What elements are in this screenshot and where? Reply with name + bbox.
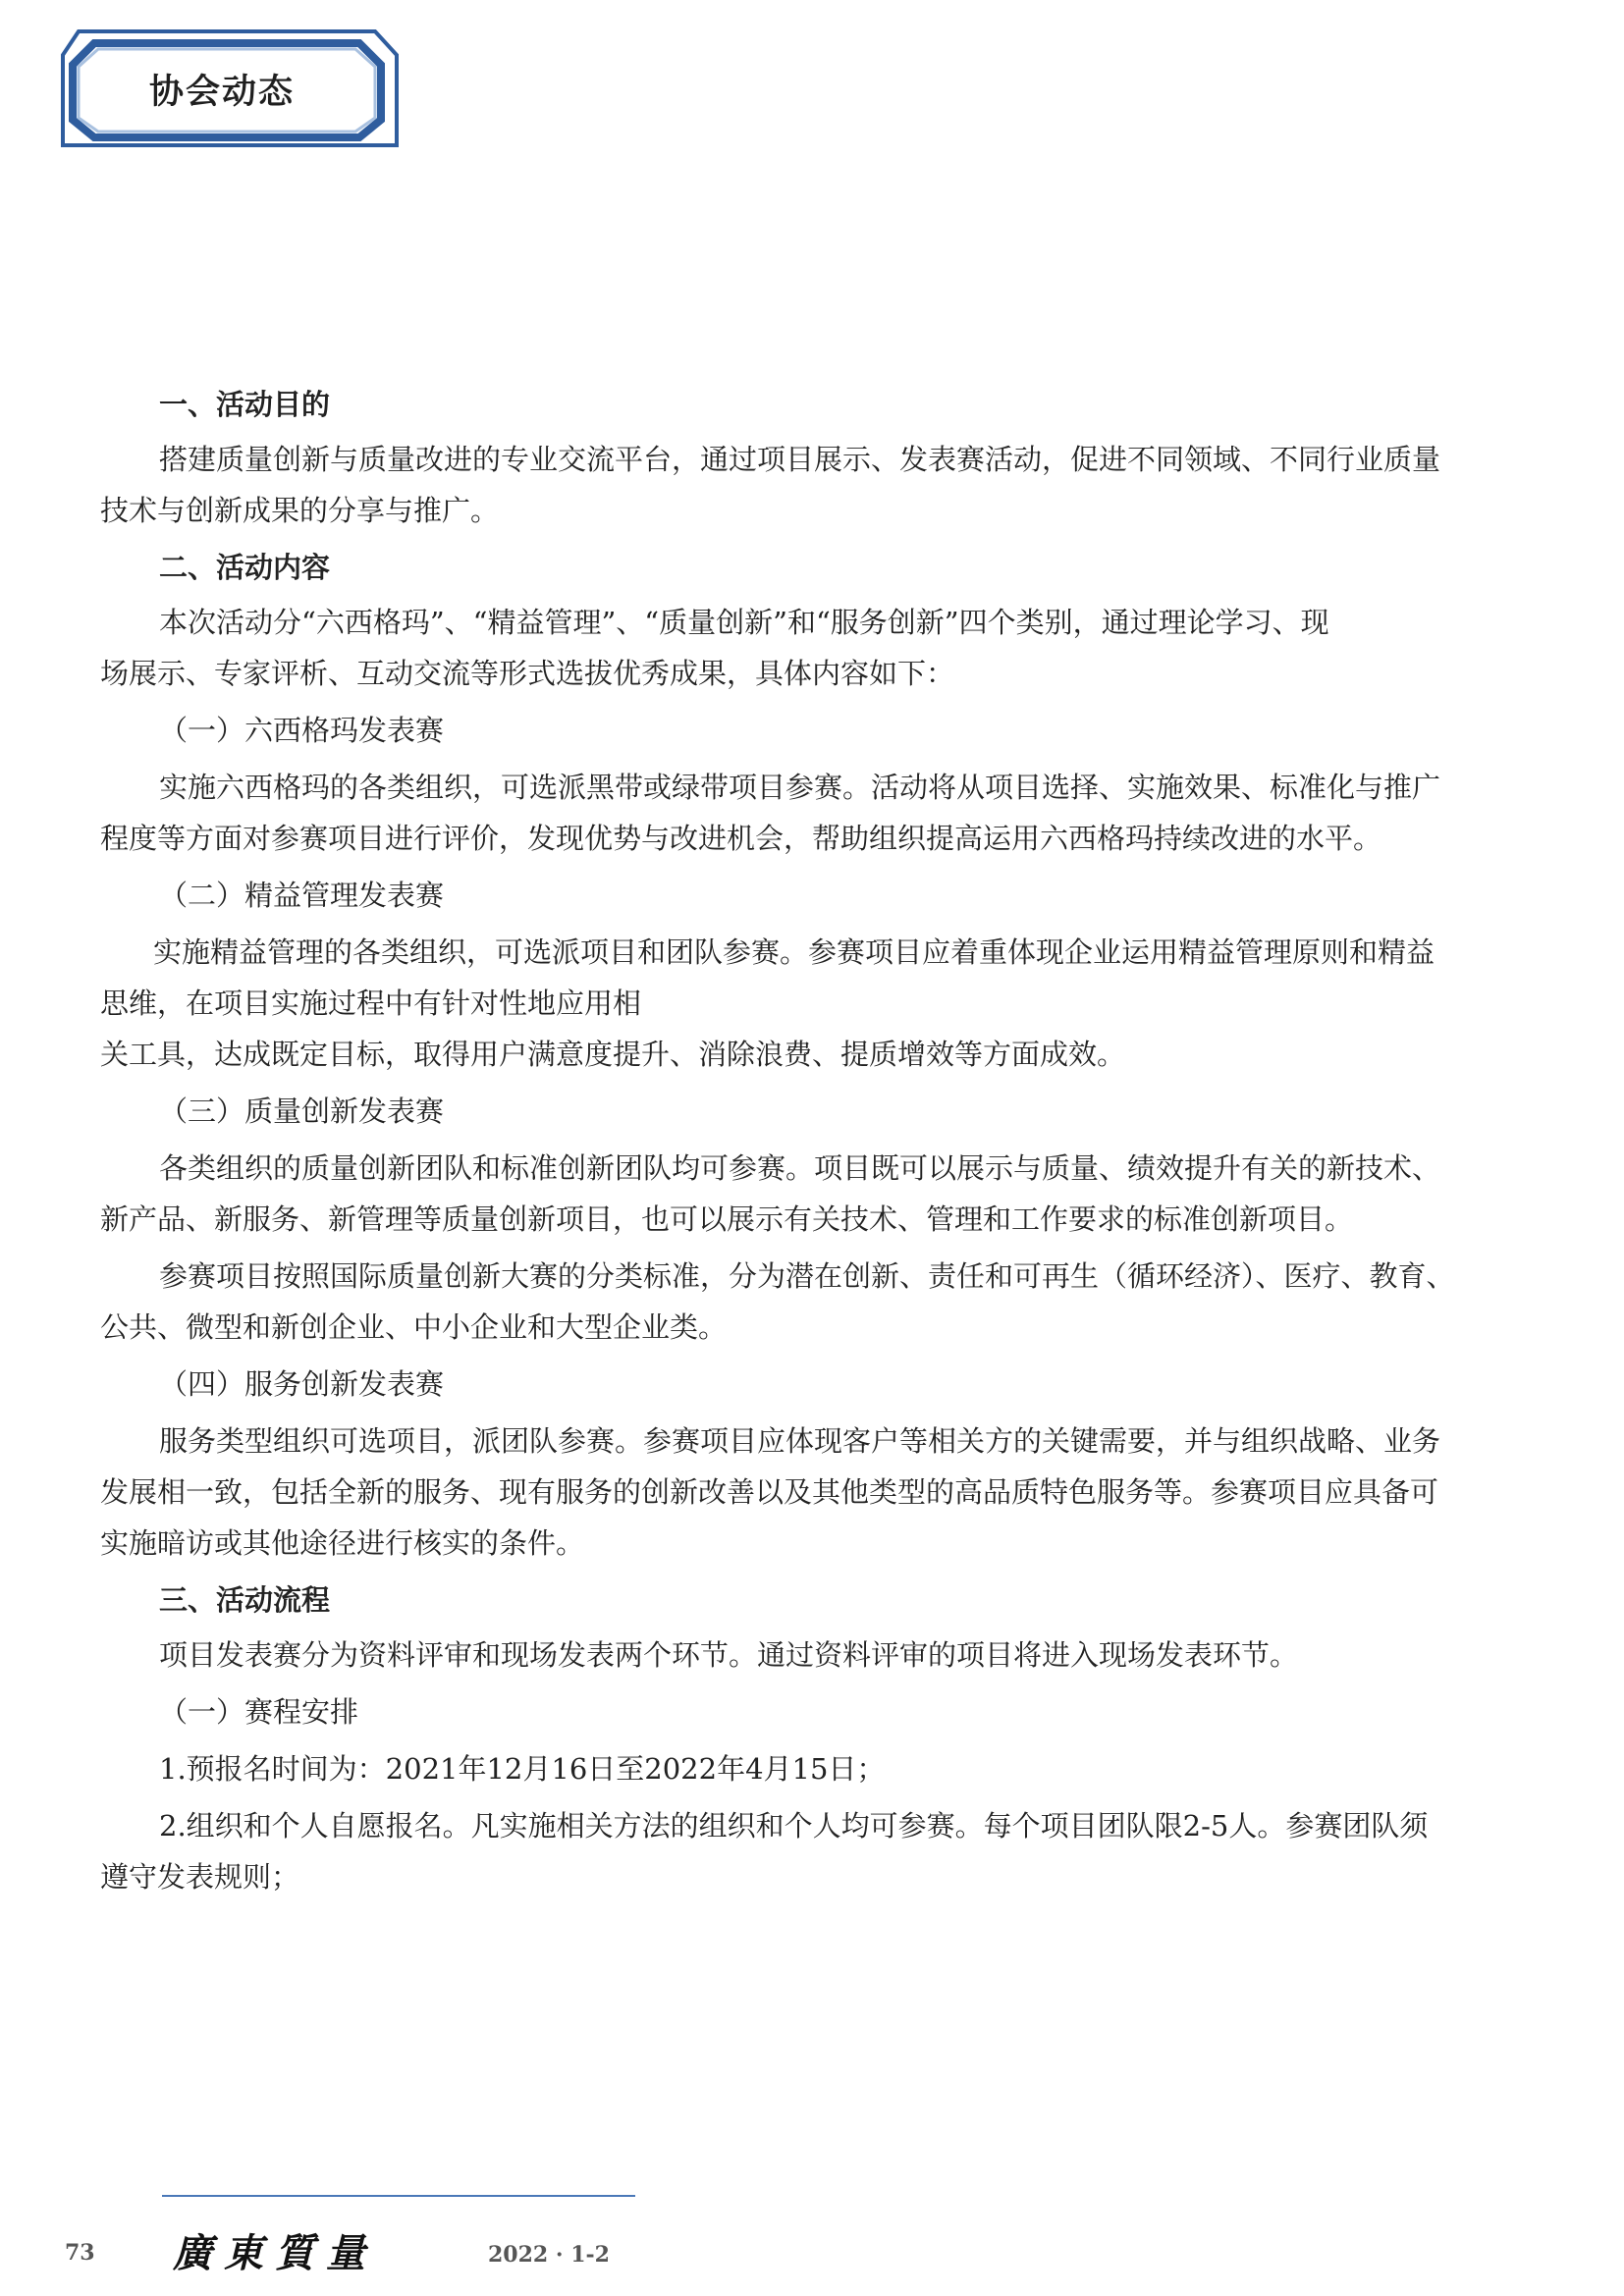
paragraph-line: 思维，在项目实施过程中有针对性地应用相 <box>100 987 642 1020</box>
paragraph-line: 实施六西格玛的各类组织，可选派黑带或绿带项目参赛。活动将从项目选择、实施效果、标准化与推广 <box>159 771 1441 804</box>
paragraph <box>100 1800 1514 1902</box>
paragraph-line: 1.预报名时间为：2021年12月16日至2022年4月15日； <box>159 1752 886 1786</box>
subsection-heading: （一）六西格玛发表赛 <box>159 714 445 747</box>
magazine-logo: 廣東質量 <box>173 2230 377 2276</box>
subsection-heading: （二）精益管理发表赛 <box>159 879 445 912</box>
paragraph-line: 搭建质量创新与质量改进的专业交流平台，通过项目展示、发表赛活动，促进不同领域、不同行业质量 <box>159 443 1441 476</box>
section-tab-label: 协会动态 <box>149 73 296 112</box>
paragraph-line: 2.组织和个人自愿报名。凡实施相关方法的组织和个人均可参赛。每个项目团队限2-5人。参赛团队须 <box>159 1809 1429 1842</box>
paragraph <box>100 1743 1514 1794</box>
issue-number: 2022 · 1-2 <box>488 2242 610 2268</box>
paragraph-line: 公共、微型和新创企业、中小企业和大型企业类。 <box>100 1310 728 1344</box>
paragraph <box>100 1251 1514 1353</box>
paragraph <box>100 1143 1514 1245</box>
article-body <box>100 373 1514 1908</box>
section-heading: 二、活动内容 <box>159 551 331 584</box>
paragraph-line: 实施暗访或其他途径进行核实的条件。 <box>100 1526 585 1560</box>
subsection-heading: （三）质量创新发表赛 <box>159 1095 445 1128</box>
paragraph-line: 各类组织的质量创新团队和标准创新团队均可参赛。项目既可以展示与质量、绩效提升有关的新技术、 <box>159 1151 1441 1185</box>
paragraph <box>100 1629 1514 1681</box>
paragraph-line: 参赛项目按照国际质量创新大赛的分类标准，分为潜在创新、责任和可再生（循环经济）、医疗、教育、 <box>159 1259 1455 1293</box>
section-tab <box>59 26 403 151</box>
paragraph <box>100 927 1514 1080</box>
paragraph <box>100 1415 1514 1569</box>
paragraph <box>100 434 1514 536</box>
paragraph-line: 新产品、新服务、新管理等质量创新项目，也可以展示有关技术、管理和工作要求的标准创新项目。 <box>100 1202 1354 1236</box>
section-heading: 三、活动流程 <box>159 1583 331 1617</box>
paragraph-line: 关工具，达成既定目标，取得用户满意度提升、消除浪费、提质增效等方面成效。 <box>100 1038 1126 1071</box>
paragraph-line: 场展示、专家评析、互动交流等形式选拔优秀成果，具体内容如下： <box>100 657 955 690</box>
paragraph-line: 实施精益管理的各类组织，可选派项目和团队参赛。参赛项目应着重体现企业运用精益管理原则和精益 <box>153 935 1435 969</box>
paragraph-line: 技术与创新成果的分享与推广。 <box>100 494 500 527</box>
paragraph-line: 发展相一致，包括全新的服务、现有服务的创新改善以及其他类型的高品质特色服务等。参赛项目应具备可 <box>100 1475 1439 1509</box>
paragraph <box>100 762 1514 864</box>
paragraph-line: 服务类型组织可选项目，派团队参赛。参赛项目应体现客户等相关方的关键需要，并与组织战略、业务 <box>159 1424 1441 1458</box>
footer-divider <box>162 2195 635 2197</box>
section-heading: 一、活动目的 <box>159 388 331 421</box>
subsection-heading: （一）赛程安排 <box>159 1695 359 1729</box>
subsection-heading: （四）服务创新发表赛 <box>159 1367 445 1401</box>
page-number: 73 <box>65 2240 95 2266</box>
paragraph-line: 遵守发表规则； <box>100 1860 300 1894</box>
paragraph-line: 项目发表赛分为资料评审和现场发表两个环节。通过资料评审的项目将进入现场发表环节。 <box>159 1638 1299 1672</box>
paragraph <box>100 597 1514 699</box>
paragraph-line: 本次活动分“六西格玛”、“精益管理”、“质量创新”和“服务创新”四个类别，通过理论学习、现 <box>159 606 1329 639</box>
paragraph-line: 程度等方面对参赛项目进行评价，发现优势与改进机会，帮助组织提高运用六西格玛持续改进的水平。 <box>100 822 1382 855</box>
